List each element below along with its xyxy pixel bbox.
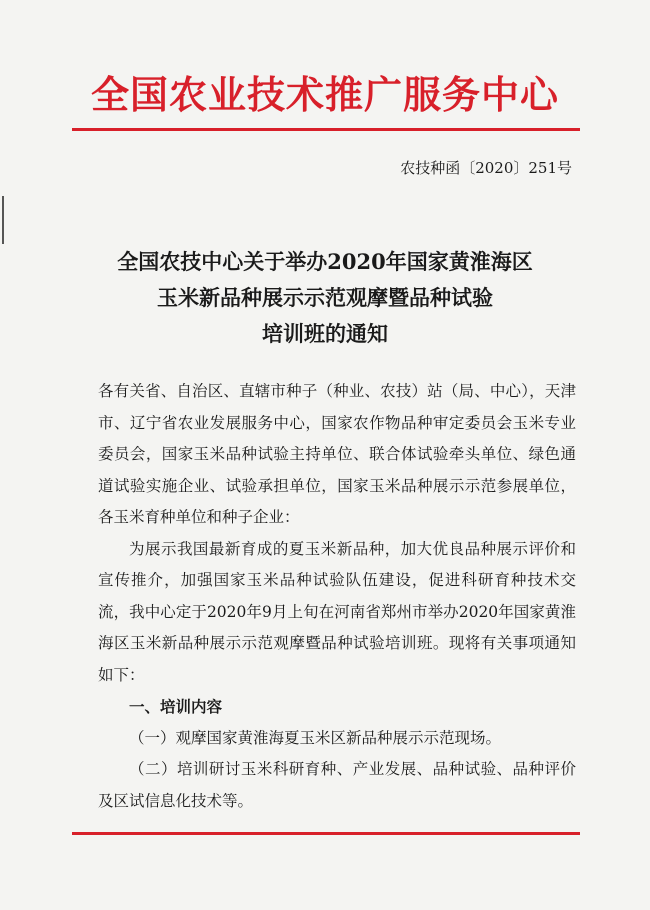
intro-paragraph: 为展示我国最新育成的夏玉米新品种，加大优良品种展示评价和宣传推介，加强国家玉米品种试验队伍建设，促进科研育种技术交流，我中心定于2020年9月上旬在河南省郑州市举办2020年国家黄淮海区玉米新品种展示示范观摩暨品种试验培训班。现将有关事项通知如下： (98, 539, 576, 684)
scan-edge-mark (2, 196, 4, 244)
section-heading: 一、培训内容 (129, 697, 223, 716)
title-line: 培训班的通知 (262, 321, 388, 346)
footer-red-rule (72, 832, 580, 835)
title-line: 玉米新品种展示示范观摩暨品种试验 (157, 285, 493, 310)
list-item: （一）观摩国家黄淮海夏玉米区新品种展示示范现场。 (129, 728, 502, 747)
document-title (60, 244, 590, 352)
list-item: （二）培训研讨玉米科研育种、产业发展、品种试验、品种评价及区试信息化技术等。 (98, 760, 576, 810)
recipients-paragraph: 各有关省、自治区、直辖市种子（种业、农技）站（局、中心），天津市、辽宁省农业发展服务中心，国家农作物品种审定委员会玉米专业委员会，国家玉米品种试验主持单位、联合体试验牵头单位、绿色通道试验实施企业、试验承担单位，国家玉米品种展示示范参展单位，各玉米育种单位和种子企业： (98, 382, 576, 526)
document-number: 农技种函〔2020〕251号 (400, 159, 572, 177)
title-line: 全国农技中心关于举办2020年国家黄淮海区 (117, 249, 533, 274)
letterhead-red-rule (72, 128, 580, 131)
document-body (98, 376, 576, 817)
letterhead-title: 全国农业技术推广服务中心 (90, 73, 559, 117)
